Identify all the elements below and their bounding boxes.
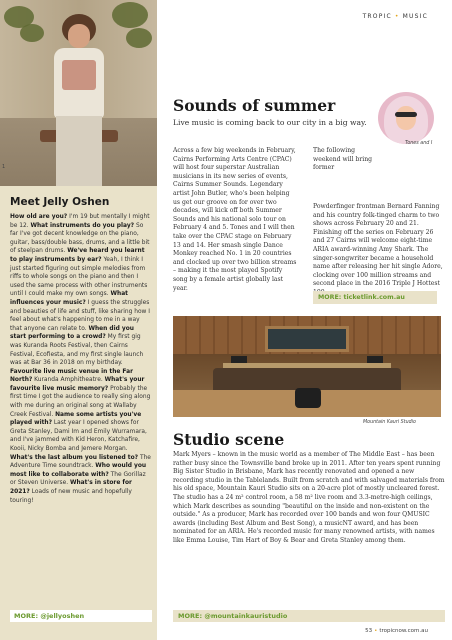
question: What instruments do you play?	[30, 222, 135, 229]
site-url[interactable]: tropicnow.com.au	[379, 628, 428, 634]
more-label: MORE:	[178, 612, 203, 620]
question: What's the last album you listened to?	[10, 454, 139, 461]
studio-body: Mark Myers – known in the music world as a member of The Middle East – has been rather busy since the Townsville band broke up in 2011. After ten years spent running Big Sister Studio in Brisbane, Mark has recently renovated and opened a new recording studio in the Tablelands. Built from scratch and with salvaged materials from his old space, Mountain Kauri Studio sits on a 20-acre plot of mostly uncleared forest. The studio has a 24 m² control room, a 58 m² live room and 3.3-metre-high ceilings, which Mark describes as sounding "beautiful on the inside and non-existent on the outside." As a producer, Mark has recorded over 100 bands and won four QMUSIC awards (including Best Album and Best Song), a musicNT award, and has been nominated for an ARIA. He's recorded music for many renowned artists, with names like Emma Louise, Tim Hart of Boy & Bear and Greta Stanley among them.	[173, 451, 445, 544]
question: When did you start performing to a crowd?	[10, 325, 134, 341]
more-link-ticketlink[interactable]	[313, 291, 437, 304]
page-footer	[365, 628, 428, 634]
more-link-jellyoshen[interactable]	[10, 610, 152, 622]
question: Favourite live music venue in the Far North?	[10, 368, 133, 384]
bullet-separator: •	[374, 628, 378, 634]
page-marker: 1	[2, 164, 6, 170]
answer: Kuranda Amphitheatre.	[32, 377, 105, 384]
sidebar-panel	[0, 0, 157, 640]
tones-and-i-photo	[378, 92, 434, 144]
article-title: Sounds of summer	[173, 96, 336, 115]
article-subtitle: Live music is coming back to our city in a big way.	[173, 118, 367, 127]
answer: Probably the first time I got the audience to really sing along with me during an original song at Wallaby Creek Festival.	[10, 385, 151, 418]
sidebar-title: Meet Jelly Oshen	[10, 196, 110, 208]
bullet-separator: •	[394, 13, 400, 20]
more-label: MORE:	[318, 294, 342, 301]
social-handle[interactable]: @mountainkauristudio	[204, 612, 288, 620]
studio-photo	[173, 316, 441, 417]
answer: The Adventure Time soundtrack.	[10, 454, 151, 470]
answer: My first gig was Kuranda Roots Festival, then Cairns Festival, Ecofiesta, and my first single launch was at Bar 36 in 2018 on my birthday.	[10, 334, 144, 367]
page-header	[363, 13, 428, 20]
answer: I guess the struggles and beauties of life and stuff, like sharing how I feel about what's happening to me in a way that anyone can relate to.	[10, 299, 150, 332]
website-link[interactable]: ticketlink.com.au	[343, 294, 405, 301]
question: What's your favourite live music memory?	[10, 377, 145, 392]
question: We've heard you learnt to play instruments by ear?	[10, 248, 145, 263]
question: What influences your music?	[10, 291, 128, 306]
social-handle[interactable]: @jellyoshen	[40, 612, 85, 620]
more-link-mountainkauri[interactable]	[173, 610, 445, 622]
question: Name some artists you've played with?	[10, 411, 142, 427]
article-column-1: Across a few big weekends in February, Cairns Performing Arts Centre (CPAC) will host four superstar Australian musicians in its new series of events, Cairns Summer Sounds. Legendary artist John Butler, who's been helping us get our groove on for over two decades, will kick off both Summer Sounds and his national solo tour on February 4 and 5. Tones and I will then take over the CPAC stage on February 13 and 14. Her smash single Dance Monkey reached No. 1 in 20 countries and clocked up over two billion streams – making it the most played Spotify song by a female artist globally last year.	[173, 147, 297, 292]
answer: Last year I opened shows for Greta Stanley, Dami Im and Emily Wurramara, and I've jammed with Kid Heron, Katchafire, Kooii, Nicky Bomba and Jemere Morgan.	[10, 420, 147, 453]
photo-caption: Mountain Kauri Studio	[363, 420, 416, 425]
article-column-2: Powderfinger frontman Bernard Fanning and his country folk-tinged charm to two shows across February 20 and 21. Finishing off the series on February 26 and 27 Cairns will welcome eight-time ARIA award-winning Amy Shark. The singer-songwriter became a household name after releasing her hit single Adore, clocking over 100 million streams and second place in the 2016 Triple J Hottest	[313, 203, 443, 288]
answer: The Gorillaz or Steven Universe.	[10, 471, 146, 487]
question: Who would you most like to collaborate with?	[10, 463, 147, 478]
answer: So far I've got decent knowledge on the piano, guitar, bass/double bass, drums, and a little bit of steelpan drums.	[10, 222, 150, 255]
section-label: TROPIC	[362, 13, 392, 20]
question: How old are you?	[10, 214, 68, 220]
artist-photo	[0, 0, 157, 186]
section-title: Studio scene	[173, 430, 285, 449]
answer: I'm 19 but mentally I might be 12.	[10, 214, 150, 229]
answer: Yeah, I think I just started figuring out simple melodies from riffs to whole songs on the piano and then I used the same process with other instruments until I could make my own songs.	[10, 256, 148, 298]
page-number: 53	[365, 628, 373, 634]
interview-body	[10, 213, 152, 505]
more-label: MORE:	[14, 612, 39, 620]
question: What's in store for 2021?	[10, 480, 132, 495]
subsection-label: MUSIC	[402, 13, 428, 20]
answer: Loads of new music and hopefully touring!	[10, 489, 132, 504]
article-column-2-top: The following weekend will bring former	[313, 147, 373, 172]
photo-caption: Tones and I	[405, 141, 433, 146]
